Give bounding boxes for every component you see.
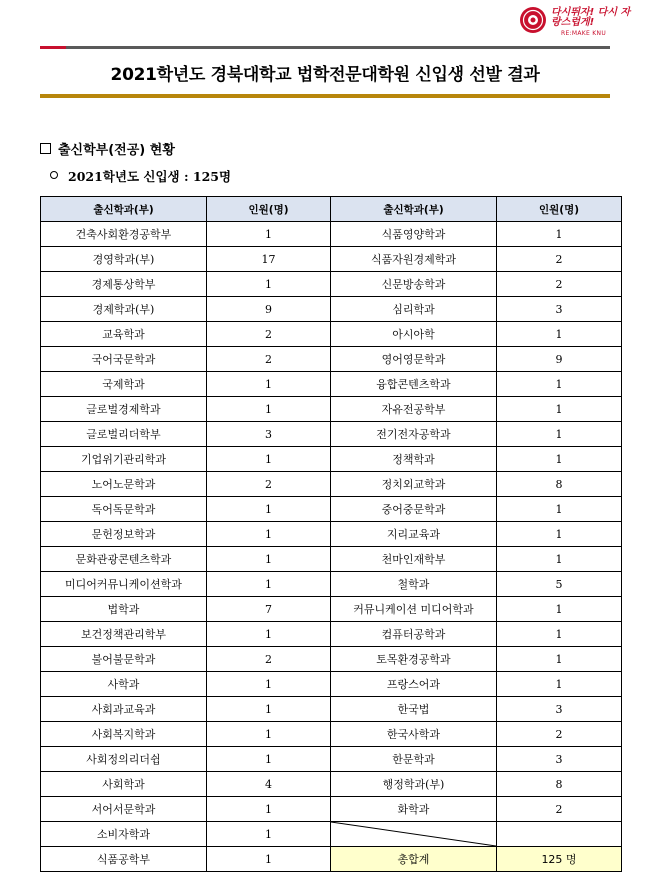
count-cell: 7: [207, 597, 331, 622]
column-header: 인원(명): [207, 197, 331, 222]
table-row: [41, 572, 622, 597]
department-cell: 신문방송학과: [331, 272, 497, 297]
sub-heading: [50, 167, 231, 185]
table-row: [41, 222, 622, 247]
count-cell: 1: [207, 622, 331, 647]
university-logo: [519, 6, 631, 42]
table-row: [41, 522, 622, 547]
section-heading: [40, 139, 175, 158]
department-cell: 경영학과(부): [41, 247, 207, 272]
department-cell: 사회과교육과: [41, 697, 207, 722]
table-row: [41, 547, 622, 572]
page-title: 2021학년도 경북대학교 법학전문대학원 신입생 선발 결과: [110, 65, 540, 85]
department-cell: 토목환경공학과: [331, 647, 497, 672]
table-body: [41, 222, 622, 872]
university-seal-icon: [519, 6, 547, 34]
department-cell: 한국법: [331, 697, 497, 722]
department-cell: 국어국문학과: [41, 347, 207, 372]
department-cell: 식품자원경제학과: [331, 247, 497, 272]
count-cell: 1: [497, 672, 622, 697]
total-value: 125 명: [497, 847, 622, 872]
count-cell: 1: [497, 597, 622, 622]
department-cell: 교육학과: [41, 322, 207, 347]
count-cell: 1: [207, 822, 331, 847]
count-cell: 8: [497, 772, 622, 797]
count-cell: 3: [497, 697, 622, 722]
column-header: 인원(명): [497, 197, 622, 222]
count-cell: 1: [207, 747, 331, 772]
table-row: [41, 397, 622, 422]
table-row: [41, 447, 622, 472]
count-cell: 1: [207, 372, 331, 397]
empty-cell: [497, 822, 622, 847]
column-header: 출신학과(부): [331, 197, 497, 222]
department-cell: 정치외교학과: [331, 472, 497, 497]
table-row: [41, 472, 622, 497]
department-cell: 전기전자공학과: [331, 422, 497, 447]
department-cell: 사회정의리더쉽: [41, 747, 207, 772]
count-cell: 4: [207, 772, 331, 797]
table-row: [41, 772, 622, 797]
department-cell: 경제학과(부): [41, 297, 207, 322]
count-cell: 2: [497, 797, 622, 822]
count-cell: 1: [497, 547, 622, 572]
count-cell: 2: [497, 272, 622, 297]
department-cell: 문화관광콘텐츠학과: [41, 547, 207, 572]
logo-slogan: 다시뛰자! 다시 자랑스럽게!: [551, 7, 631, 28]
department-cell: 문헌정보학과: [41, 522, 207, 547]
sub-heading-text: 2021학년도 신입생 : 125명: [68, 169, 232, 184]
count-cell: 1: [207, 697, 331, 722]
department-cell: 사회학과: [41, 772, 207, 797]
total-label: 총합계: [331, 847, 497, 872]
department-cell: 프랑스어과: [331, 672, 497, 697]
table-row: [41, 322, 622, 347]
department-cell: 영어영문학과: [331, 347, 497, 372]
count-cell: 9: [207, 297, 331, 322]
department-cell: 보건정책관리학부: [41, 622, 207, 647]
count-cell: 2: [497, 722, 622, 747]
table-row: [41, 272, 622, 297]
table-row: [41, 722, 622, 747]
department-cell: 기업위기관리학과: [41, 447, 207, 472]
count-cell: 2: [497, 247, 622, 272]
table-header-row: [41, 197, 622, 222]
count-cell: 1: [497, 447, 622, 472]
header-rule: [40, 46, 610, 49]
department-cell: 심리학과: [331, 297, 497, 322]
count-cell: 1: [497, 497, 622, 522]
department-cell: 한국사학과: [331, 722, 497, 747]
department-cell: 융합콘텐츠학과: [331, 372, 497, 397]
count-cell: 1: [207, 797, 331, 822]
department-cell: 커뮤니케이션 미디어학과: [331, 597, 497, 622]
table-row: [41, 847, 622, 872]
department-cell: 식품공학부: [41, 847, 207, 872]
title-underline: [40, 94, 610, 98]
count-cell: 1: [497, 522, 622, 547]
section-heading-text: 출신학부(전공) 현황: [58, 143, 175, 158]
department-cell: 서어서문학과: [41, 797, 207, 822]
count-cell: 1: [207, 522, 331, 547]
table-row: [41, 822, 622, 847]
count-cell: 3: [497, 747, 622, 772]
table-row: [41, 622, 622, 647]
count-cell: 2: [207, 647, 331, 672]
table-row: [41, 797, 622, 822]
department-cell: 천마인재학부: [331, 547, 497, 572]
circle-bullet-icon: [50, 171, 58, 179]
count-cell: 1: [207, 397, 331, 422]
count-cell: 1: [207, 672, 331, 697]
table-row: [41, 672, 622, 697]
table-row: [41, 347, 622, 372]
department-cell: 지리교육과: [331, 522, 497, 547]
count-cell: 2: [207, 322, 331, 347]
count-cell: 1: [207, 222, 331, 247]
count-cell: 1: [497, 647, 622, 672]
count-cell: 1: [497, 397, 622, 422]
count-cell: 8: [497, 472, 622, 497]
department-cell: 불어불문학과: [41, 647, 207, 672]
table-row: [41, 747, 622, 772]
table-row: [41, 297, 622, 322]
count-cell: 1: [497, 322, 622, 347]
department-cell: 글로벌리더학부: [41, 422, 207, 447]
count-cell: 1: [207, 547, 331, 572]
department-cell: 노어노문학과: [41, 472, 207, 497]
count-cell: 1: [497, 372, 622, 397]
table-row: [41, 422, 622, 447]
department-cell: 국제학과: [41, 372, 207, 397]
department-cell: 독어독문학과: [41, 497, 207, 522]
count-cell: 1: [497, 622, 622, 647]
department-cell: 행정학과(부): [331, 772, 497, 797]
empty-cell: [331, 822, 497, 847]
department-cell: 소비자학과: [41, 822, 207, 847]
department-cell: 건축사회환경공학부: [41, 222, 207, 247]
department-cell: 글로벌경제학과: [41, 397, 207, 422]
table-row: [41, 247, 622, 272]
department-cell: 한문학과: [331, 747, 497, 772]
count-cell: 3: [497, 297, 622, 322]
table-row: [41, 597, 622, 622]
count-cell: 1: [497, 422, 622, 447]
count-cell: 1: [207, 847, 331, 872]
count-cell: 9: [497, 347, 622, 372]
table-row: [41, 647, 622, 672]
department-cell: 법학과: [41, 597, 207, 622]
department-cell: 아시아학: [331, 322, 497, 347]
count-cell: 1: [207, 447, 331, 472]
count-cell: 1: [207, 572, 331, 597]
count-cell: 5: [497, 572, 622, 597]
count-cell: 17: [207, 247, 331, 272]
checkbox-square-icon: [40, 143, 51, 154]
count-cell: 2: [207, 347, 331, 372]
department-cell: 식품영양학과: [331, 222, 497, 247]
table-row: [41, 372, 622, 397]
logo-subtext: RE:MAKE KNU: [561, 30, 607, 37]
department-cell: 사회복지학과: [41, 722, 207, 747]
department-cell: 화학과: [331, 797, 497, 822]
count-cell: 1: [207, 497, 331, 522]
department-cell: 자유전공학부: [331, 397, 497, 422]
table-row: [41, 697, 622, 722]
department-cell: 정책학과: [331, 447, 497, 472]
header-rule-accent: [40, 46, 66, 49]
count-cell: 3: [207, 422, 331, 447]
column-header: 출신학과(부): [41, 197, 207, 222]
count-cell: 1: [497, 222, 622, 247]
count-cell: 1: [207, 722, 331, 747]
department-cell: 경제통상학부: [41, 272, 207, 297]
department-cell: 중어중문학과: [331, 497, 497, 522]
count-cell: 1: [207, 272, 331, 297]
department-cell: 철학과: [331, 572, 497, 597]
diagonal-line-icon: [331, 822, 496, 846]
table-row: [41, 497, 622, 522]
department-cell: 미디어커뮤니케이션학과: [41, 572, 207, 597]
department-cell: 사학과: [41, 672, 207, 697]
department-cell: 컴퓨터공학과: [331, 622, 497, 647]
results-table: [40, 196, 622, 872]
count-cell: 2: [207, 472, 331, 497]
